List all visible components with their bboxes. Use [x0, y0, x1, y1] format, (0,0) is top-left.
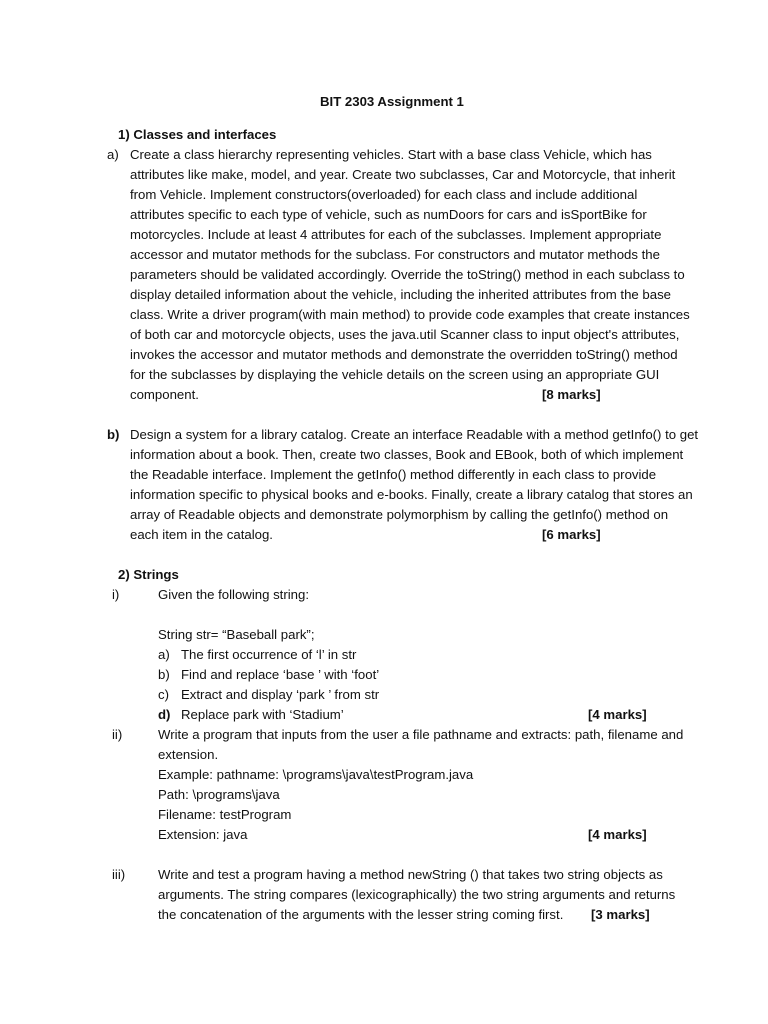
sub-item-text: The first occurrence of ‘l’ in str: [181, 647, 357, 662]
question-label-iii: iii): [112, 867, 126, 882]
marks-badge-b: [6 marks]: [542, 527, 601, 542]
marks-badge-a: [8 marks]: [542, 387, 601, 402]
marks-badge-i: [4 marks]: [588, 707, 647, 722]
text-line: Filename: testProgram: [158, 807, 292, 822]
marks-badge-ii: [4 marks]: [588, 827, 647, 842]
text-line: arguments. The string compares (lexicographically) the two string arguments and returns: [158, 887, 676, 902]
text-line: component.: [130, 387, 199, 402]
text-line: each item in the catalog.: [130, 527, 273, 542]
text-line: for the subclasses by displaying the vehicle details on the screen using an appropriate GUI: [130, 367, 660, 382]
text-line: Write a program that inputs from the user a file pathname and extracts: path, filename and: [158, 727, 684, 742]
question-label-ii: ii): [112, 727, 123, 742]
text-line: information specific to physical books and e-books. Finally, create a library catalog that stores an: [130, 487, 693, 502]
code-line: String str= “Baseball park”;: [158, 627, 315, 642]
text-line: the concatenation of the arguments with the lesser string coming first.: [158, 907, 564, 922]
text-line: extension.: [158, 747, 219, 762]
text-line: Extension: java: [158, 827, 248, 842]
sub-item-label: c): [158, 687, 169, 702]
sub-item-text: Replace park with ‘Stadium’: [181, 707, 344, 722]
question-label-b: b): [107, 427, 120, 442]
text-line: motorcycles. Include at least 4 attributes for each of the subclasses. Implement appropriate: [130, 227, 662, 242]
sub-item-text: Find and replace ‘base ’ with ‘foot’: [181, 667, 380, 682]
text-line: display detailed information about the vehicle, including the inherited attributes from the base: [130, 287, 672, 302]
text-line: Write and test a program having a method newString () that takes two string objects as: [158, 867, 663, 882]
text-line: attributes like make, model, and year. Create two subclasses, Car and Motorcycle, that inherit: [130, 167, 676, 182]
sub-item-label: a): [158, 647, 170, 662]
text-line: class. Write a driver program(with main method) to provide code examples that create instances: [130, 307, 690, 322]
text-line: accessor and mutator methods for the subclass. For constructors and mutator methods the: [130, 247, 660, 262]
text-line: Design a system for a library catalog. Create an interface Readable with a method getInfo() to get: [130, 427, 699, 442]
sub-item-text: Extract and display ‘park ’ from str: [181, 687, 380, 702]
text-line: attributes specific to each type of vehicle, such as numDoors for cars and isSportBike for: [130, 207, 647, 222]
text-line: of both car and motorcycle objects, uses the java.util Scanner class to input object's attributes,: [130, 327, 680, 342]
question-label-i: i): [112, 587, 120, 602]
section-heading-classes: 1) Classes and interfaces: [118, 127, 277, 142]
marks-badge-iii: [3 marks]: [591, 907, 650, 922]
text-line: array of Readable objects and demonstrate polymorphism by calling the getInfo() method on: [130, 507, 669, 522]
text-line: from Vehicle. Implement constructors(overloaded) for each class and include additional: [130, 187, 638, 202]
question-label-a: a): [107, 147, 119, 162]
sub-item-label: d): [158, 707, 171, 722]
text-line: Path: \programs\java: [158, 787, 280, 802]
text-line: the Readable interface. Implement the getInfo() method differently in each class to provide: [130, 467, 657, 482]
page-title: BIT 2303 Assignment 1: [320, 94, 464, 109]
section-heading-strings: 2) Strings: [118, 567, 179, 582]
question-i-intro: Given the following string:: [158, 587, 309, 602]
text-line: Example: pathname: \programs\java\testProgram.java: [158, 767, 474, 782]
text-line: Create a class hierarchy representing vehicles. Start with a base class Vehicle, which has: [130, 147, 652, 162]
sub-item-label: b): [158, 667, 170, 682]
text-line: invokes the accessor and mutator methods and demonstrate the overridden toString() method: [130, 347, 678, 362]
text-line: information about a book. Then, create two classes, Book and EBook, both of which implement: [130, 447, 684, 462]
text-line: parameters should be validated accordingly. Override the toString() method in each subclass to: [130, 267, 685, 282]
